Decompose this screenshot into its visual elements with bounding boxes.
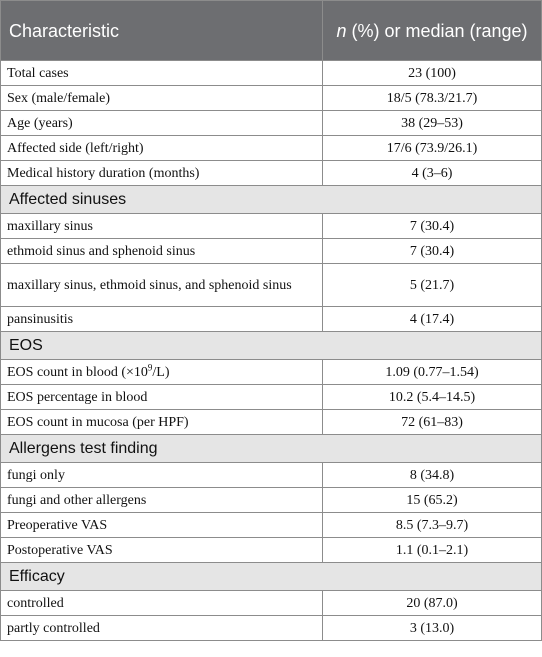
table-row [1, 86, 542, 111]
header-n: n [336, 20, 347, 41]
row-label-suffix: /L) [152, 364, 170, 380]
header-value-rest: (%) or median (range) [346, 20, 528, 41]
table-body [1, 61, 542, 641]
row-label: Postoperative VAS [1, 538, 323, 563]
row-label [1, 360, 323, 385]
row-value: 8.5 (7.3–9.7) [323, 513, 542, 538]
row-value: 23 (100) [323, 61, 542, 86]
table-row [1, 513, 542, 538]
table-row [1, 239, 542, 264]
row-value: 1.1 (0.1–2.1) [323, 538, 542, 563]
row-label: Preoperative VAS [1, 513, 323, 538]
table-row [1, 264, 542, 307]
row-value: 18/5 (78.3/21.7) [323, 86, 542, 111]
table-row [1, 214, 542, 239]
header-characteristic: Characteristic [1, 1, 323, 61]
section-label: Affected sinuses [1, 186, 542, 214]
row-label: Affected side (left/right) [1, 136, 323, 161]
header-value [323, 1, 542, 61]
row-value: 10.2 (5.4–14.5) [323, 385, 542, 410]
row-label: fungi and other allergens [1, 488, 323, 513]
section-row [1, 435, 542, 463]
section-label: Efficacy [1, 563, 542, 591]
table-row [1, 591, 542, 616]
row-label: Sex (male/female) [1, 86, 323, 111]
table-row [1, 307, 542, 332]
section-row [1, 332, 542, 360]
row-value: 20 (87.0) [323, 591, 542, 616]
row-label: EOS count in mucosa (per HPF) [1, 410, 323, 435]
row-label: Medical history duration (months) [1, 161, 323, 186]
row-label: pansinusitis [1, 307, 323, 332]
row-value: 5 (21.7) [323, 264, 542, 307]
row-label: Total cases [1, 61, 323, 86]
row-value: 72 (61–83) [323, 410, 542, 435]
row-label: controlled [1, 591, 323, 616]
table-row [1, 463, 542, 488]
table-row [1, 360, 542, 385]
section-label: EOS [1, 332, 542, 360]
row-label: Age (years) [1, 111, 323, 136]
table-row [1, 410, 542, 435]
row-value: 4 (17.4) [323, 307, 542, 332]
table-row [1, 538, 542, 563]
row-label: ethmoid sinus and sphenoid sinus [1, 239, 323, 264]
table-row [1, 161, 542, 186]
row-label: partly controlled [1, 616, 323, 641]
row-label: maxillary sinus [1, 214, 323, 239]
row-value: 15 (65.2) [323, 488, 542, 513]
table-row [1, 385, 542, 410]
row-value: 7 (30.4) [323, 214, 542, 239]
row-label: fungi only [1, 463, 323, 488]
section-label: Allergens test finding [1, 435, 542, 463]
row-value: 3 (13.0) [323, 616, 542, 641]
table-row [1, 61, 542, 86]
section-row [1, 186, 542, 214]
table-row [1, 111, 542, 136]
table-row [1, 616, 542, 641]
row-value: 17/6 (73.9/26.1) [323, 136, 542, 161]
row-label: EOS percentage in blood [1, 385, 323, 410]
row-label: maxillary sinus, ethmoid sinus, and sphenoid sinus [1, 264, 323, 307]
table-row [1, 488, 542, 513]
row-value: 1.09 (0.77–1.54) [323, 360, 542, 385]
row-label-text: EOS count in blood (×10 [7, 364, 148, 380]
row-value: 8 (34.8) [323, 463, 542, 488]
table-row [1, 136, 542, 161]
section-row [1, 563, 542, 591]
row-value: 4 (3–6) [323, 161, 542, 186]
table-header [1, 1, 542, 61]
row-label-superscript: 9 [147, 361, 153, 372]
row-value: 7 (30.4) [323, 239, 542, 264]
row-value: 38 (29–53) [323, 111, 542, 136]
